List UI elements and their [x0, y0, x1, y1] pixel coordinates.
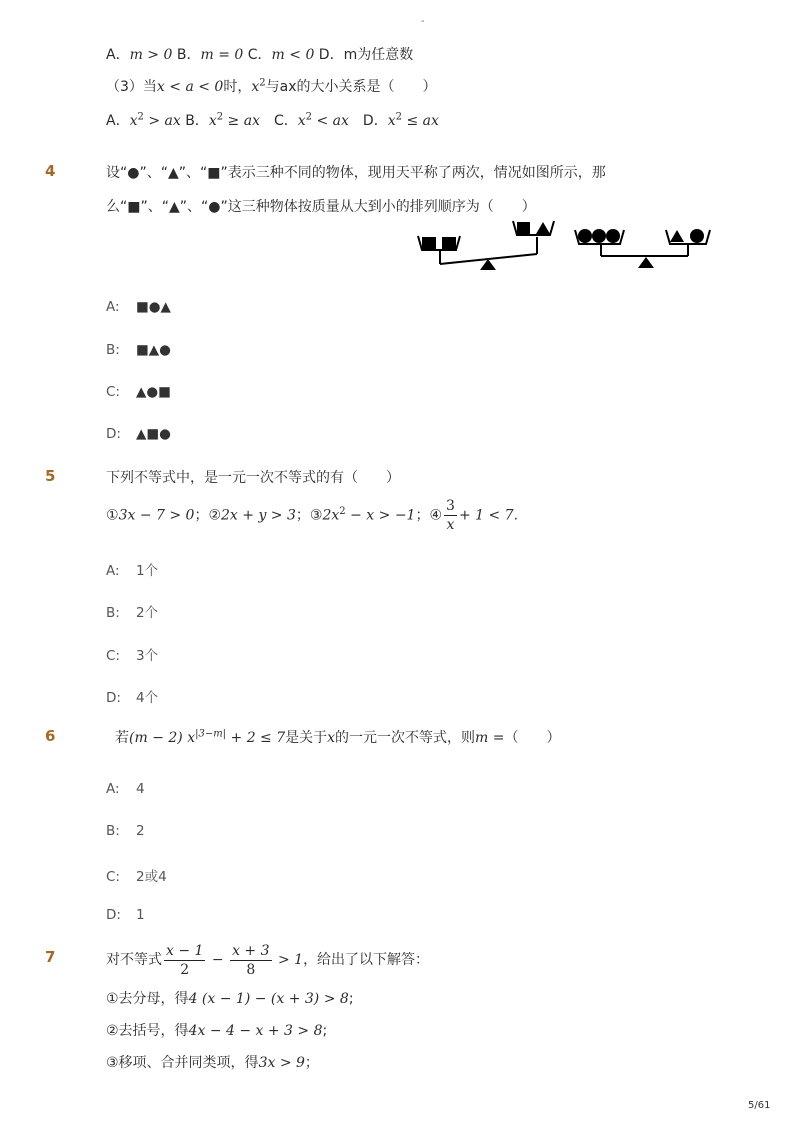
q5-item4-mark: ；④ — [415, 507, 443, 524]
q3-sub3-a-label: A． — [106, 113, 130, 129]
fraction-denominator: 8 — [246, 961, 256, 978]
balance-scale-level — [575, 229, 710, 268]
q3-sub3-cond: x < a < 0 — [156, 79, 224, 95]
option-b[interactable] — [106, 601, 158, 621]
option-text: ■▲● — [136, 342, 171, 358]
q6-expr1: (m − 2) x — [129, 730, 196, 746]
question-number: 4 — [45, 162, 56, 180]
q7-fraction-2 — [230, 942, 271, 979]
q7-step3 — [106, 1052, 319, 1072]
q7-step3-expr: 3x > 9 — [258, 1055, 305, 1071]
q7-step1-end: ; — [348, 991, 354, 1007]
q7-step1-expr: 4 (x − 1) − (x + 3) > 8 — [188, 991, 349, 1007]
option-a[interactable] — [106, 781, 145, 797]
question-number: 5 — [45, 467, 56, 485]
q5-stem: 下列不等式中，是一元一次不等式的有（ ） — [106, 470, 400, 486]
fraction-denominator: x — [446, 517, 455, 534]
q3-opt-b-label: B． — [172, 47, 201, 63]
q3-sub3-a-expr: > ax — [148, 113, 181, 129]
q7-post: ，给出了以下解答： — [303, 952, 430, 968]
fraction-numerator: x − 1 — [166, 942, 204, 959]
q6-expr3: m = — [475, 730, 505, 746]
question-number: 7 — [45, 948, 56, 966]
q3-sub3-b-expr: ≥ ax — [227, 113, 260, 129]
top-mark: - — [421, 16, 425, 27]
q4-stem-line1: 设“●”、“▲”、“■”表示三种不同的物体，现用天平称了两次，情况如图所示，那 — [106, 165, 606, 181]
q5-fraction — [444, 497, 457, 534]
option-text: 2或4 — [136, 869, 167, 885]
option-label: D: — [106, 690, 121, 706]
option-text: ■●▲ — [136, 299, 171, 315]
q3-sub3-d-label: D． — [348, 113, 388, 129]
q7-gt: > 1 — [277, 952, 304, 968]
option-text: ▲■● — [136, 426, 171, 442]
q3-sub3-d-expr: ≤ ax — [406, 113, 439, 129]
q3-sub3-c-label: C． — [259, 113, 298, 129]
q6-pre: 若 — [115, 730, 129, 746]
option-text: ▲●■ — [136, 384, 171, 400]
option-text: 1 — [136, 907, 145, 923]
option-label: D: — [106, 907, 121, 923]
option-c[interactable] — [106, 384, 171, 400]
option-text: 2 — [136, 823, 145, 839]
q3-options-line — [106, 44, 413, 64]
balance-scale-tilted — [418, 221, 554, 270]
q3-sub3-stem: （3）当x < a < 0时，$x^2$与ax的大小关系是（ ） — [106, 77, 437, 95]
option-d[interactable] — [106, 426, 171, 442]
option-label: B: — [106, 342, 120, 358]
q6-exponent: |3−m| — [195, 728, 227, 740]
q5-items: ①3x − 7 > 0；②2x + y > 3；$③2x^2 - x > -1$；④ $\frac{3}{x}$ + 1 < 7. — [106, 498, 519, 534]
q3-opt-a-expr: m > 0 — [129, 47, 173, 63]
q3-sub3-c-expr: < ax — [316, 113, 349, 129]
q3-sub3-options: A．$x^2$ > ax B．$x^2$ ≥ ax C．$x^2$ < ax D．$x^2$ ≤ ax — [106, 111, 439, 129]
q3-opt-a-label: A． — [106, 47, 130, 63]
q7-pre: 对不等式 — [106, 952, 162, 968]
option-label: A: — [106, 299, 120, 315]
q7-step2 — [106, 1020, 327, 1040]
q6-stem — [115, 727, 561, 747]
q7-minus: − — [211, 952, 224, 968]
q3-sub3-b-label: B． — [180, 113, 209, 129]
option-b[interactable] — [106, 823, 145, 839]
q7-step2-expr: 4x − 4 − x + 3 > 8 — [188, 1023, 323, 1039]
question-number: 6 — [45, 727, 56, 745]
q4-stem-line2: 么“■”、“▲”、“●”这三种物体按质量从大到小的排列顺序为（ ） — [106, 199, 536, 215]
page-number: 5/61 — [748, 1100, 771, 1111]
option-text: 4个 — [136, 690, 159, 706]
q6-mid2: 的一元一次不等式，则 — [335, 730, 476, 746]
option-a[interactable] — [106, 559, 158, 579]
option-text: 4 — [136, 781, 145, 797]
q5-item2-mark: ；② — [194, 507, 222, 524]
option-label: C: — [106, 384, 120, 400]
q7-step3-end: ； — [304, 1055, 319, 1071]
option-text: 1个 — [136, 563, 159, 579]
q3-opt-d-text: D．m为任意数 — [314, 47, 414, 63]
q5-item2: 2x + y > 3 — [221, 507, 296, 524]
q3-sub3-pre: （3）当 — [106, 79, 157, 95]
fraction-numerator: 3 — [446, 498, 455, 515]
q7-stem — [106, 940, 429, 980]
q6-post: （ ） — [504, 730, 561, 746]
option-text: 2个 — [136, 605, 159, 621]
option-label: B: — [106, 605, 120, 621]
q7-step3-pre: ③移项、合并同类项，得 — [106, 1055, 259, 1071]
option-label: B: — [106, 823, 120, 839]
option-d[interactable] — [106, 907, 145, 923]
option-a[interactable] — [106, 299, 171, 315]
q3-sub3-mid: 时， — [223, 79, 252, 95]
q6-mid: 是关于 — [285, 730, 328, 746]
q7-step1-pre: ①去分母，得 — [106, 991, 189, 1007]
q5-item1-mark: ① — [106, 507, 119, 524]
q7-step1 — [106, 988, 354, 1008]
q5-item1: 3x − 7 > 0 — [118, 507, 195, 524]
q5-item3-mark: ；③ — [295, 507, 323, 524]
q7-fraction-1 — [164, 942, 205, 979]
q5-end: . — [513, 507, 519, 524]
option-label: A: — [106, 563, 120, 579]
option-label: D: — [106, 426, 121, 442]
option-text: 3个 — [136, 648, 159, 664]
q6-expr2: + 2 ≤ 7 — [226, 730, 286, 746]
option-c[interactable] — [106, 865, 167, 885]
q3-sub3-var: x — [251, 79, 260, 95]
q5-item4-tail: + 1 < 7 — [458, 507, 514, 524]
q5-item3a: 2x — [322, 507, 340, 524]
q7-step2-end: ; — [322, 1023, 328, 1039]
option-d[interactable] — [106, 686, 158, 706]
option-label: C: — [106, 869, 120, 885]
q3-sub3-post: 与ax的大小关系是（ ） — [265, 79, 437, 95]
balance-scales-figure — [412, 218, 712, 276]
fraction-denominator: 2 — [180, 961, 190, 978]
q3-opt-c-label: C． — [243, 47, 272, 63]
q5-item3b: − x > −1 — [345, 507, 416, 524]
option-b[interactable] — [106, 342, 171, 358]
option-label: A: — [106, 781, 120, 797]
q7-step2-pre: ②去括号，得 — [106, 1023, 189, 1039]
q3-opt-c-expr: m < 0 — [271, 47, 315, 63]
q6-var: x — [327, 730, 336, 746]
q3-opt-b-expr: m = 0 — [200, 47, 244, 63]
option-label: C: — [106, 648, 120, 664]
fraction-numerator: x + 3 — [232, 942, 270, 959]
option-c[interactable] — [106, 644, 158, 664]
